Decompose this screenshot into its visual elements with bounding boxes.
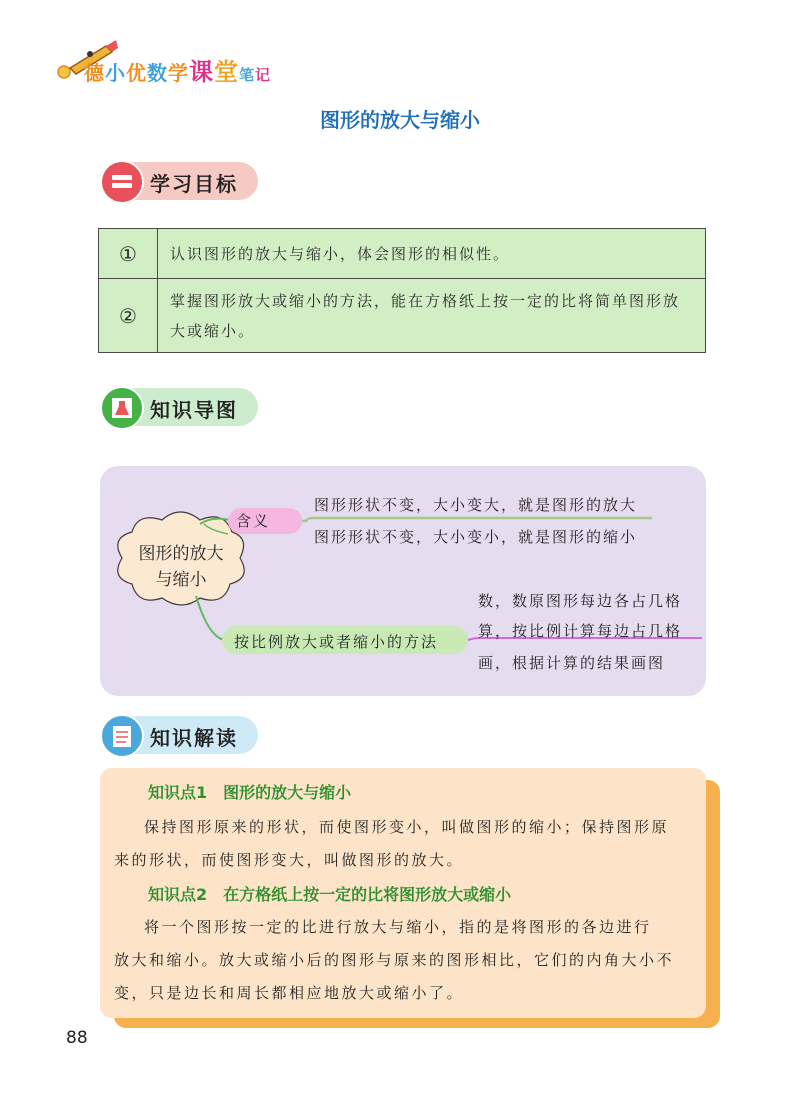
row-number: ①	[99, 229, 158, 279]
objectives-table	[98, 228, 706, 353]
row-line: 大或缩小。	[170, 321, 256, 340]
body-line: 变，只是边长和周长都相应地放大或缩小了。	[114, 984, 465, 1002]
section-header-reading	[100, 716, 258, 754]
leaf-text: 算，按比例计算每边占几格	[478, 622, 683, 640]
logo-char: 课	[189, 58, 214, 86]
leaf-text: 数，数原图形每边各占几格	[478, 592, 683, 610]
notepad-icon	[100, 714, 144, 758]
flask-icon	[100, 386, 144, 430]
logo-char: 德	[84, 61, 105, 85]
body-line: 来的形状，而使图形变大，叫做图形的放大。	[114, 851, 465, 869]
section-header-mindmap	[100, 388, 258, 426]
page-title: 图形的放大与缩小	[320, 108, 480, 132]
leaf-text: 图形形状不变，大小变大，就是图形的放大	[314, 496, 638, 514]
book-stack-icon	[100, 160, 144, 204]
body-line: 保持图形原来的形状，而使图形变小，叫做图形的缩小；保持图形原	[144, 818, 670, 836]
knowledge-point-body	[114, 811, 704, 877]
table-row	[99, 279, 706, 353]
knowledge-point-title: 知识点2 在方格纸上按一定的比将图形放大或缩小	[148, 885, 512, 904]
section-title: 知识解读	[150, 726, 238, 750]
logo-char: 堂	[214, 58, 239, 86]
table-row	[99, 229, 706, 279]
row-number: ②	[99, 279, 158, 353]
row-text	[158, 229, 706, 279]
leaf-text: 画，根据计算的结果画图	[478, 654, 666, 672]
logo-char: 优	[126, 61, 147, 85]
row-line: 认识图形的放大与缩小，体会图形的相似性。	[170, 244, 511, 263]
body-line: 放大和缩小。放大或缩小后的图形与原来的图形相比，它们的内角大小不	[114, 951, 675, 969]
meaning-connector	[302, 518, 652, 521]
mindmap-center	[120, 541, 242, 593]
center-line: 与缩小	[155, 570, 207, 590]
section-header-objectives	[100, 162, 258, 200]
section-title: 学习目标	[150, 172, 238, 196]
logo-char: 记	[255, 66, 272, 84]
knowledge-point-body	[114, 911, 704, 1010]
row-line: 掌握图形放大或缩小的方法，能在方格纸上按一定的比将简单图形放	[170, 291, 681, 310]
brand-logo	[84, 52, 271, 87]
page-number: 88	[66, 1028, 88, 1048]
knowledge-point-title: 知识点1 图形的放大与缩小	[148, 783, 352, 802]
logo-char: 小	[105, 61, 126, 85]
logo-char: 数	[147, 61, 168, 85]
logo-char: 学	[168, 61, 189, 85]
logo-char: 笔	[239, 66, 256, 84]
row-text	[158, 279, 706, 353]
body-line: 将一个图形按一定的比进行放大与缩小，指的是将图形的各边进行	[144, 918, 652, 936]
branch-label-method: 按比例放大或者缩小的方法	[234, 633, 439, 651]
section-title: 知识导图	[150, 398, 238, 422]
leaf-text: 图形形状不变，大小变小，就是图形的缩小	[314, 528, 638, 546]
branch-line-2	[196, 596, 224, 640]
center-line: 图形的放大	[138, 544, 224, 564]
branch-label-meaning: 含义	[236, 512, 271, 530]
